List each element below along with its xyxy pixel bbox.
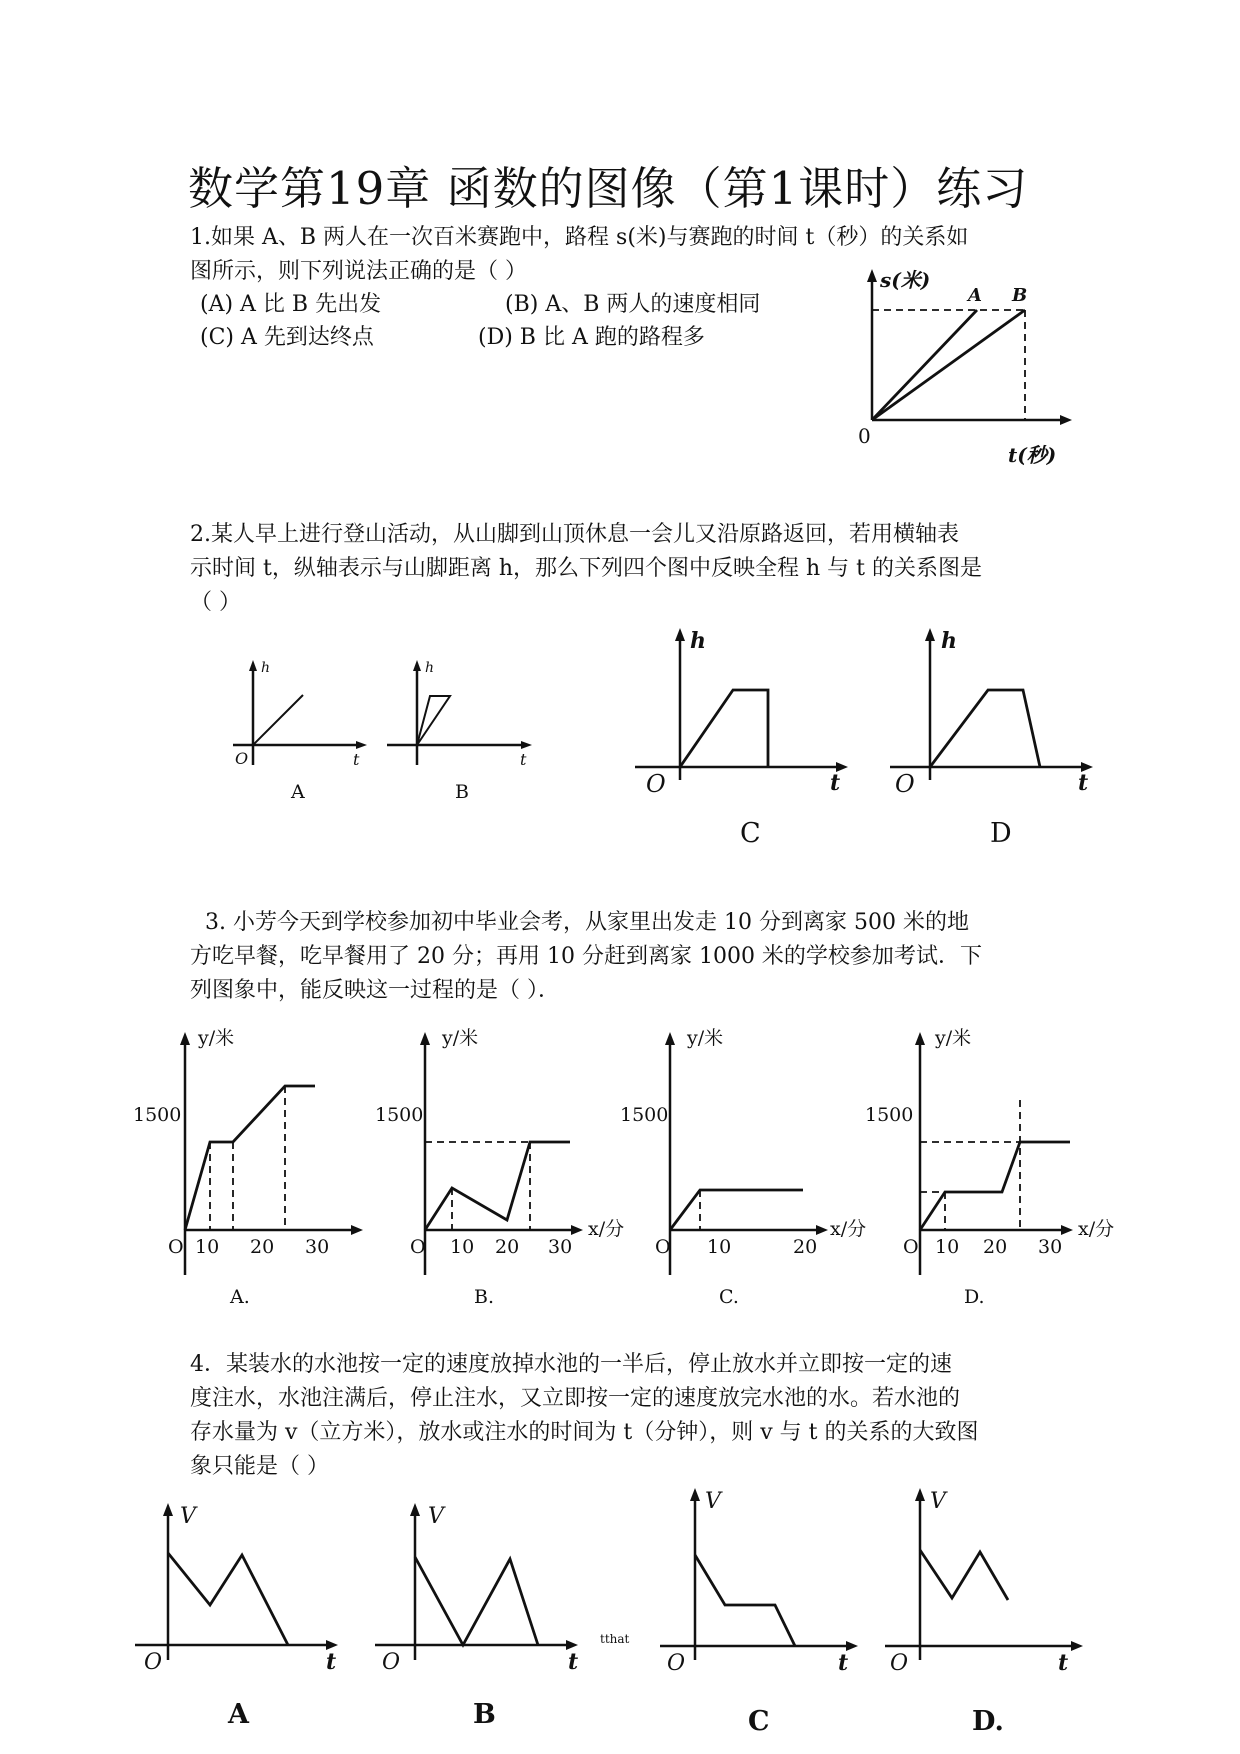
q4-graph-a (130, 1495, 355, 1730)
q3-b-x-tick-3: 30 (548, 1236, 573, 1258)
q2-c-label: C (740, 818, 761, 849)
q4-b-origin: O (382, 1650, 401, 1675)
q4-a-y-label: V (180, 1504, 196, 1529)
q2-line-1: 2.某人早上进行登山活动，从山脚到山顶休息一会儿又沿原路返回，若用横轴表 (190, 522, 959, 547)
q2-d-origin: O (895, 770, 915, 798)
q4-b-x-label: t (568, 1649, 579, 1675)
q1-option-a: (A) A 比 B 先出发 (200, 292, 382, 317)
q2-graph-c (630, 620, 860, 850)
q3-graph-b (370, 1020, 625, 1310)
q3-c-label: C. (719, 1286, 739, 1308)
q3-c-y-label: y/米 (687, 1027, 724, 1049)
q3-c-x-tick-1: 10 (707, 1236, 732, 1258)
q3-c-y-tick: 1500 (620, 1104, 669, 1126)
q3-d-x-tick-2: 20 (983, 1236, 1008, 1258)
q2-graph-b (385, 650, 535, 803)
q2-d-x-label: t (1078, 770, 1089, 796)
q4-d-origin: O (890, 1651, 909, 1676)
q3-c-origin: O (655, 1236, 671, 1258)
q3-b-y-tick: 1500 (375, 1104, 424, 1126)
q1-line-b-label: B (1012, 285, 1028, 306)
q4-c-origin: O (667, 1651, 686, 1676)
q4-d-label: D. (972, 1706, 1004, 1737)
q3-a-x-tick-2: 20 (250, 1236, 275, 1258)
q3-d-label: D. (964, 1286, 985, 1308)
q2-graph-d (885, 620, 1100, 850)
q4-d-y-label: V (930, 1489, 946, 1514)
q3-a-y-label: y/米 (198, 1027, 235, 1049)
q2-c-x-label: t (830, 770, 841, 796)
q1-option-b: (B) A、B 两人的速度相同 (505, 292, 761, 317)
q4-a-origin: O (144, 1650, 163, 1675)
q4-c-y-label: V (705, 1489, 721, 1514)
q2-a-y-label: h (261, 660, 271, 676)
q2-b-y-label: h (425, 660, 435, 676)
q3-graph-c (615, 1020, 867, 1310)
q2-b-x-label: t (520, 750, 527, 769)
q4-line-2: 度注水，水池注满后，停止注水，又立即按一定的速度放完水池的水。若水池的 (190, 1386, 961, 1411)
q3-d-x-tick-3: 30 (1038, 1236, 1063, 1258)
q4-line-1: 4．某装水的水池按一定的速度放掉水池的一半后，停止放水并立即按一定的速 (190, 1352, 952, 1377)
q2-line-2: 示时间 t，纵轴表示与山脚距离 h，那么下列四个图中反映全程 h 与 t 的关系图是 (190, 556, 982, 581)
q4-a-x-label: t (326, 1649, 337, 1675)
q1-x-label: t(秒) (1008, 443, 1057, 467)
q2-graph-a (225, 650, 370, 803)
q3-a-label: A. (230, 1286, 250, 1308)
q3-d-y-tick: 1500 (865, 1104, 914, 1126)
q2-d-y-label: h (941, 628, 957, 654)
q4-b-label: B (473, 1699, 496, 1730)
q2-c-y-label: h (690, 628, 706, 654)
q3-b-y-label: y/米 (442, 1027, 479, 1049)
q1-line-1: 1.如果 A、B 两人在一次百米赛跑中，路程 s(米)与赛跑的时间 t（秒）的关系如 (190, 225, 969, 250)
q3-a-origin: O (168, 1236, 184, 1258)
q4-c-label: C (748, 1706, 770, 1737)
q4-graph-c (655, 1480, 875, 1740)
page-title: 数学第19章 函数的图像（第1课时）练习 (188, 162, 1029, 215)
q4-a-label: A (228, 1699, 249, 1730)
q4-d-x-label: t (1058, 1650, 1069, 1676)
q1-option-c: (C) A 先到达终点 (200, 325, 374, 350)
q2-b-label: B (455, 781, 469, 803)
q4-line-4: 象只能是（ ） (190, 1454, 329, 1479)
q1-graph (840, 265, 1080, 470)
q3-line-2: 方吃早餐，吃早餐用了 20 分；再用 10 分赶到离家 1000 米的学校参加考试．下 (190, 944, 982, 969)
q2-a-x-label: t (353, 750, 360, 769)
q1-line-a-label: A (968, 285, 982, 306)
q3-line-3: 列图象中，能反映这一过程的是（ ）． (190, 978, 560, 1003)
q3-d-y-label: y/米 (935, 1027, 972, 1049)
q3-b-label: B. (474, 1286, 495, 1308)
q4-stray-text: tthat (600, 1632, 630, 1646)
q2-d-label: D (990, 818, 1012, 849)
q2-a-origin: O (235, 749, 249, 768)
q1-option-d: (D) B 比 A 跑的路程多 (478, 325, 705, 350)
q3-line-1: 3. 小芳今天到学校参加初中毕业会考，从家里出发走 10 分到离家 500 米的地 (205, 910, 969, 935)
q4-graph-b (370, 1495, 650, 1730)
q3-b-x-tick-2: 20 (495, 1236, 520, 1258)
q4-b-y-label: V (428, 1504, 444, 1529)
q3-a-y-tick: 1500 (133, 1104, 182, 1126)
q3-d-origin: O (903, 1236, 919, 1258)
q3-d-x-label: x/分 (1078, 1218, 1115, 1240)
q3-c-x-label: x/分 (830, 1218, 867, 1240)
q3-a-x-tick-1: 10 (195, 1236, 220, 1258)
q3-d-x-tick-1: 10 (935, 1236, 960, 1258)
q3-b-x-label: x/分 (588, 1218, 625, 1240)
q4-graph-d (880, 1480, 1100, 1740)
q4-c-x-label: t (838, 1650, 849, 1676)
q3-c-x-tick-2: 20 (793, 1236, 818, 1258)
q4-line-3: 存水量为 v（立方米），放水或注水的时间为 t（分钟），则 v 与 t 的关系的大致图 (190, 1420, 979, 1445)
q2-a-label: A (291, 781, 305, 803)
q3-b-origin: O (410, 1236, 426, 1258)
q3-graph-d (860, 1020, 1120, 1310)
q1-origin: 0 (858, 424, 871, 448)
q1-y-label: s(米) (880, 268, 931, 292)
q3-graph-a (125, 1020, 370, 1310)
q2-c-origin: O (646, 770, 666, 798)
q1-line-2: 图所示，则下列说法正确的是（ ） (190, 259, 527, 284)
q2-line-3: （ ） (190, 590, 241, 615)
q3-b-x-tick-1: 10 (450, 1236, 475, 1258)
q3-a-x-tick-3: 30 (305, 1236, 330, 1258)
